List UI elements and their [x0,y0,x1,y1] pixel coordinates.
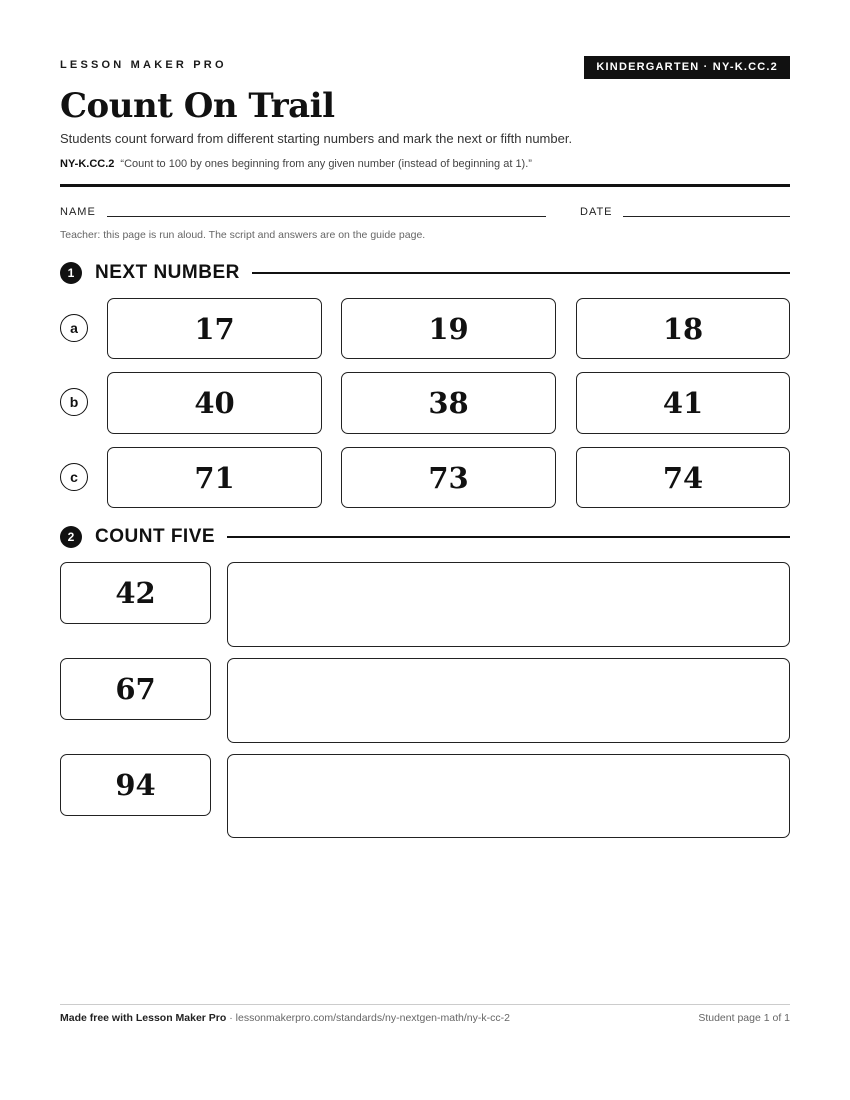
start-number-box: 94 [60,754,211,816]
answer-box[interactable] [227,562,790,647]
worksheet-subtitle: Students count forward from different starting numbers and mark the next or fifth number. [60,131,573,146]
section-title: NEXT NUMBER [95,262,240,283]
section-number-badge: 1 [60,262,82,284]
teacher-note: Teacher: this page is run aloud. The script and answers are on the guide page. [60,229,426,241]
answer-box[interactable] [227,754,790,838]
row-label-b: b [60,388,88,416]
section-count-five-header [60,525,790,549]
number-box[interactable]: 71 [107,447,322,508]
answer-box[interactable] [227,658,790,743]
number-box[interactable]: 40 [107,372,322,434]
number-box[interactable]: 19 [341,298,556,359]
name-label: NAME [60,206,96,218]
section-next-number-header [60,261,790,285]
section-rule [252,272,790,274]
worksheet-title: Count On Trail [60,86,335,126]
footer-credit [60,1012,510,1024]
standard-code: NY-K.CC.2 [60,158,115,170]
header-divider [60,184,790,187]
number-box[interactable]: 41 [576,372,790,434]
section-rule [227,536,790,538]
standard-line [60,158,532,170]
grade-standard-badge: KINDERGARTEN · NY-K.CC.2 [584,56,790,79]
number-box[interactable]: 73 [341,447,556,508]
brand-name: LESSON MAKER PRO [60,59,227,71]
start-number-box: 42 [60,562,211,624]
section-title: COUNT FIVE [95,526,216,547]
number-box[interactable]: 38 [341,372,556,434]
row-label-c: c [60,463,88,491]
footer-page-number: Student page 1 of 1 [698,1012,790,1024]
footer-made-with: Made free with Lesson Maker Pro [60,1012,227,1024]
footer-divider [60,1004,790,1005]
row-label-a: a [60,314,88,342]
name-field[interactable] [107,216,546,217]
number-box[interactable]: 74 [576,447,790,508]
number-box[interactable]: 18 [576,298,790,359]
number-box[interactable]: 17 [107,298,322,359]
date-label: DATE [580,206,613,218]
date-field[interactable] [623,216,790,217]
section-number-badge: 2 [60,526,82,548]
standard-text: “Count to 100 by ones beginning from any given number (instead of beginning at 1).” [120,158,532,170]
footer-url: · lessonmakerpro.com/standards/ny-nextgen-math/ny-k-cc-2 [226,1012,510,1024]
start-number-box: 67 [60,658,211,720]
